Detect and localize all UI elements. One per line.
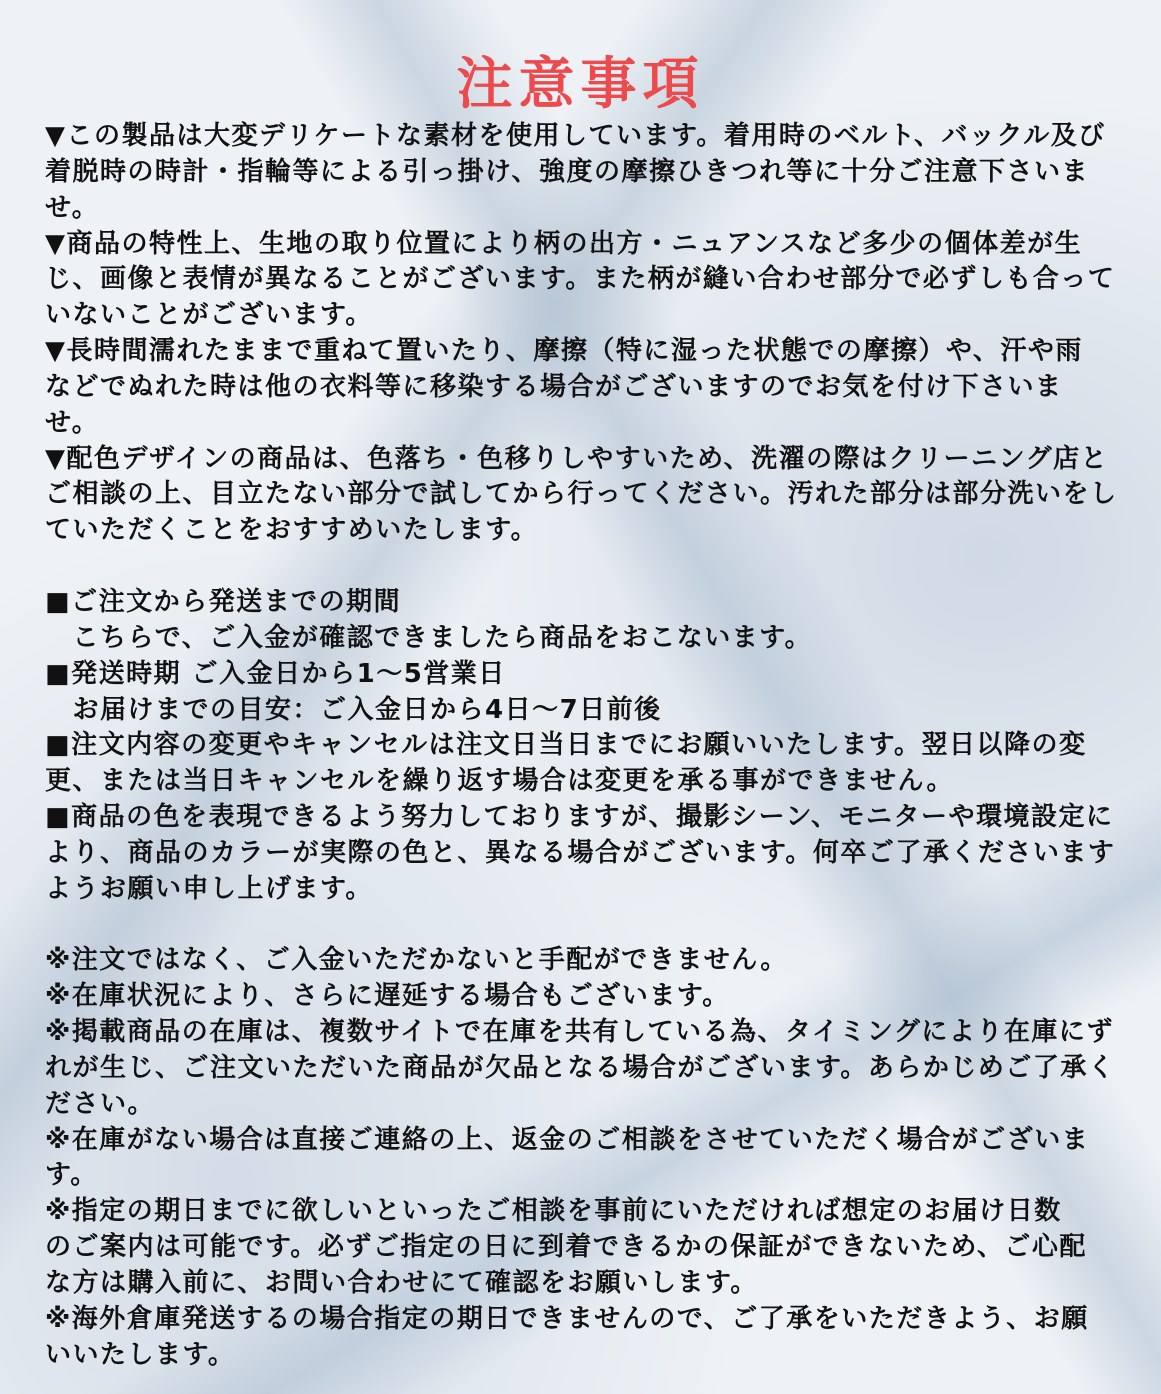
page-title: 注意事項 (456, 52, 705, 117)
blank-line (45, 908, 1145, 944)
notice-line: ※指定の期日までに欲しいといったご相談を事前にいただければ想定のお届け日数 (45, 1196, 1062, 1227)
notice-line: ださい。 (45, 1088, 156, 1119)
notice-line: いないことがございます。 (45, 300, 373, 331)
notice-line: せ。 (45, 407, 100, 438)
notice-line: より、商品のカラーが実際の色と、異なる場合がございます。何卒ご了承くださいます (45, 837, 1116, 868)
notice-line: ※在庫状況により、さらに遅延する場合もございます。 (45, 981, 730, 1012)
notice-line: 更、または当日キャンセルを繰り返す場合は変更を承る事ができません。 (45, 766, 955, 797)
notice-line: ていただくことをおすすめいたします。 (45, 515, 539, 546)
notice-line: ■ご注文から発送までの期間 (45, 586, 402, 617)
notice-line: ※掲載商品の在庫は、複数サイトで在庫を共有している為、タイミングにより在庫にず (45, 1017, 1114, 1048)
notice-line: す。 (45, 1160, 98, 1191)
notice-line: いいたします。 (45, 1339, 236, 1370)
notice-line: ▼この製品は大変デリケートな素材を使用しています。着用時のベルト、バックル及び (45, 121, 1106, 151)
notice-body (45, 119, 1145, 1374)
notice-line: ▼長時間濡れたままで重ねて置いたり、摩擦（特に湿った状態での摩擦）や、汗や雨 (45, 336, 1083, 367)
notice-line: じ、画像と表情が異なることがございます。また柄が縫い合わせ部分で必ずしも合って (45, 264, 1116, 295)
notice-line: れが生じ、ご注文いただいた商品が欠品となる場合がございます。あらかじめご了承く (45, 1052, 1116, 1083)
notice-line: せ。 (45, 192, 100, 223)
notice-line: ※海外倉庫発送するの場合指定の期日できませんので、ご了承をいただきよう、お願 (45, 1303, 1089, 1334)
notice-line: などでぬれた時は他の衣料等に移染する場合がございますのでお気を付け下さいま (45, 371, 1063, 402)
notice-line: な方は購入前に、お問い合わせにて確認をお願いします。 (45, 1268, 758, 1298)
notice-line: ※在庫がない場合は直接ご連絡の上、返金のご相談をさせていただく場合がございま (45, 1124, 1090, 1155)
notice-line: ■発送時期 ご入金日から1～5営業日 (45, 658, 506, 689)
notice-line: ▼商品の特性上、生地の取り位置により柄の出方・ニュアンスなど多少の個体差が生 (45, 228, 1083, 259)
notice-line: お届けまでの目安：ご入金日から4日～7日前後 (45, 694, 662, 725)
notice-line: ようお願い申し上げます。 (45, 873, 373, 904)
notice-line: 着脱時の時計・指輪等による引っ掛け、強度の摩擦ひきつれ等に十分ご注意下さいま (45, 156, 1089, 187)
notice-line: ■注文内容の変更やキャンセルは注文日当日までにお願いいたします。翌日以降の変 (45, 730, 1087, 761)
blank-line (45, 549, 1145, 585)
notice-line: こちらで、ご入金が確認できましたら商品をおこないます。 (45, 622, 813, 653)
notice-line: ■商品の色を表現できるよう努力しておりますが、撮影シーン、モニターや環境設定に (45, 802, 1114, 833)
notice-line: ▼配色デザインの商品は、色落ち・色移りしやすいため、洗濯の際はクリーニング店と (45, 443, 1109, 474)
notice-line: ※注文ではなく、ご入金いただかないと手配ができません。 (45, 945, 788, 976)
notice-line: ご相談の上、目立たない部分で試してから行ってください。汚れた部分は部分洗いをし (45, 479, 1118, 510)
notice-line: のご案内は可能です。必ずご指定の日に到着できるかの保証ができないため、ご心配 (45, 1232, 1087, 1263)
